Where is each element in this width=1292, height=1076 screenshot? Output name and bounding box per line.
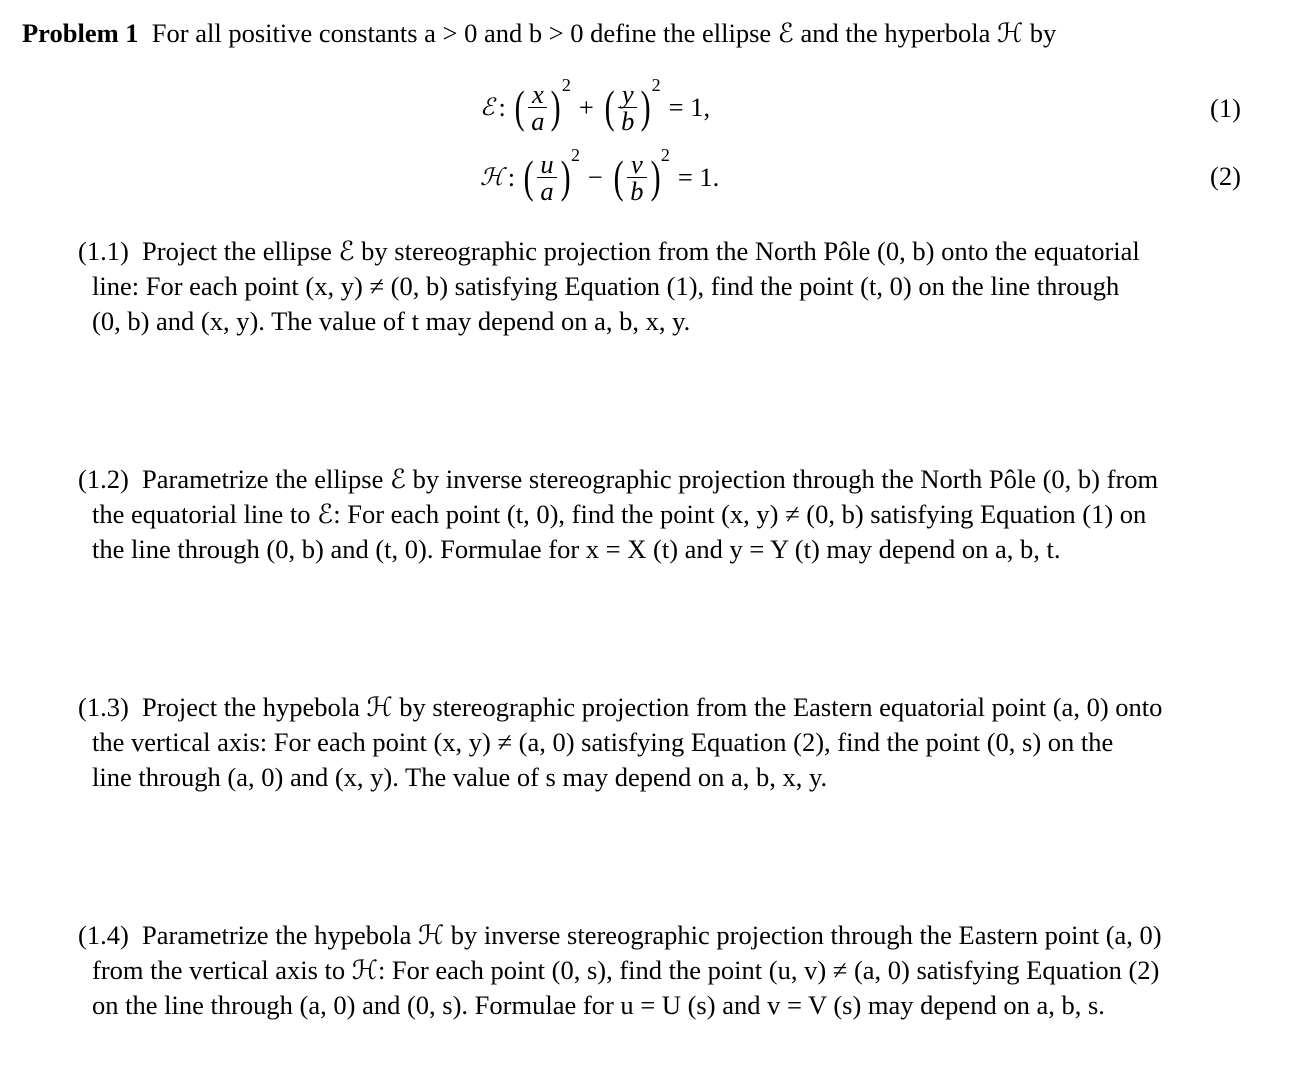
part-first-line bbox=[78, 234, 1244, 269]
part-1-1 bbox=[78, 234, 1244, 339]
ellipse-symbol: ℰ bbox=[480, 92, 495, 121]
part-text-line: Project the ellipse ℰ by stereographic projection from the North Pôle (0, b) onto the equatorial bbox=[142, 236, 1140, 266]
equation-number-1: (1) bbox=[1210, 93, 1241, 123]
part-text-line: line through (a, 0) and (x, y). The value of s may depend on a, b, x, y. bbox=[92, 762, 828, 792]
part-id: (1.2) bbox=[78, 464, 129, 494]
part-text-line: Parametrize the ellipse ℰ by inverse stereographic projection through the North Pôle (0, b) from bbox=[142, 464, 1159, 494]
fraction-numerator: v bbox=[631, 148, 643, 179]
problem-label: Problem 1 bbox=[22, 18, 139, 48]
problem-statement bbox=[22, 16, 1272, 51]
equation-ellipse: ℰ : ( $\frac{x}{a}$ ) 2 + ( $\frac{y}{b}$ ) 2 = 1, bbox=[480, 74, 711, 136]
part-id: (1.3) bbox=[78, 692, 129, 722]
part-text-line: (0, b) and (x, y). The value of t may depend on a, b, x, y. bbox=[92, 306, 691, 336]
part-text-line: line: For each point (x, y) ≠ (0, b) satisfying Equation (1), find the point (t, 0) on the line through bbox=[92, 271, 1120, 301]
equation-operator: + bbox=[578, 91, 594, 122]
part-text-line: the vertical axis: For each point (x, y) ≠ (a, 0) satisfying Equation (2), find the point (0, s) on the bbox=[92, 727, 1114, 757]
part-text-line: the equatorial line to ℰ: For each point (t, 0), find the point (x, y) ≠ (0, b) satisfying Equation (1) on bbox=[92, 499, 1147, 529]
part-text-line: Parametrize the hypebola ℋ by inverse stereographic projection through the Eastern point (a, 0) bbox=[142, 920, 1162, 950]
equation-number-2: (2) bbox=[1210, 161, 1241, 191]
problem-intro-text: For all positive constants a > 0 and b > 0 define the ellipse ℰ and the hyperbola ℋ by bbox=[151, 18, 1057, 48]
part-first-line bbox=[78, 462, 1244, 497]
part-id: (1.1) bbox=[78, 236, 129, 266]
part-1-3 bbox=[78, 690, 1244, 795]
part-text-line: on the line through (a, 0) and (0, s). Formulae for u = U (s) and v = V (s) may depend on a, b, s. bbox=[92, 990, 1105, 1020]
equation-operator: − bbox=[588, 161, 603, 192]
hyperbola-symbol: ℋ bbox=[480, 162, 504, 191]
fraction-numerator: u bbox=[540, 148, 554, 179]
part-1-2 bbox=[78, 462, 1244, 567]
equation-rhs: = 1, bbox=[668, 91, 711, 122]
part-text-line: from the vertical axis to ℋ: For each point (0, s), find the point (u, v) ≠ (a, 0) satisfying Equation (2) bbox=[92, 955, 1160, 985]
part-text-line: the line through (0, b) and (t, 0). Formulae for x = X (t) and y = Y (t) may depend on a, b, t. bbox=[92, 534, 1061, 564]
fraction-numerator: x bbox=[531, 78, 544, 109]
part-id: (1.4) bbox=[78, 920, 129, 950]
part-1-4 bbox=[78, 918, 1244, 1023]
fraction-numerator: y bbox=[621, 78, 634, 109]
equation-hyperbola: ℋ : ( $\frac{u}{a}$ ) 2 − ( $\frac{v}{b}$ ) 2 = 1. bbox=[480, 144, 720, 206]
part-first-line bbox=[78, 690, 1244, 725]
equation-rhs: = 1. bbox=[677, 161, 720, 192]
part-text-line: Project the hypebola ℋ by stereographic projection from the Eastern equatorial point (a, 0) onto bbox=[142, 692, 1163, 722]
part-first-line bbox=[78, 918, 1244, 953]
